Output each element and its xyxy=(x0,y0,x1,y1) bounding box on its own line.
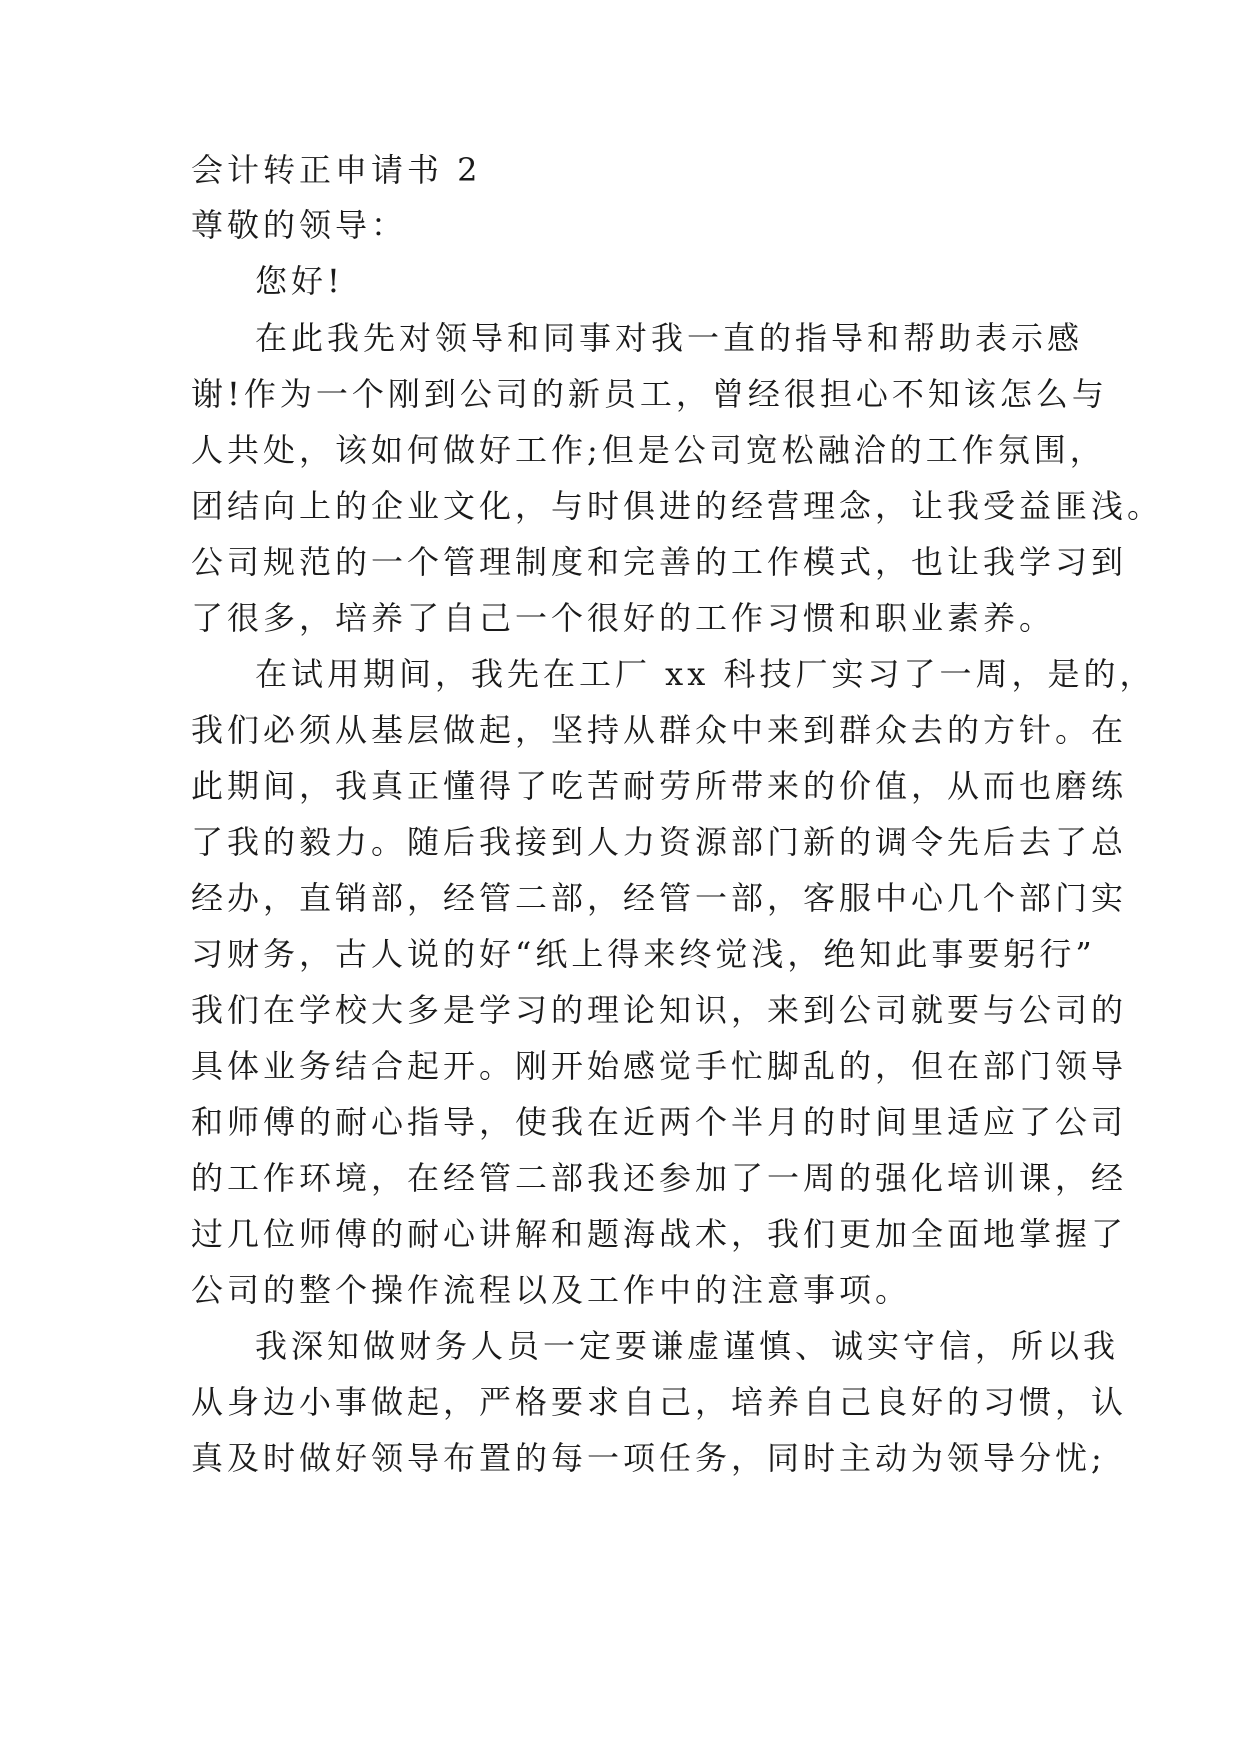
paragraph-line: 真及时做好领导布置的每一项任务，同时主动为领导分忧; xyxy=(191,1439,1106,1477)
paragraph-line: 人共处，该如何做好工作;但是公司宽松融洽的工作氛围， xyxy=(191,431,1106,469)
paragraph-line: 我深知做财务人员一定要谦虚谨慎、诚实守信，所以我 xyxy=(255,1327,1120,1365)
paragraph-line: 在试用期间，我先在工厂 xx 科技厂实习了一周，是的， xyxy=(255,655,1156,693)
salutation: 尊敬的领导： xyxy=(191,206,408,244)
paragraph-line: 习财务，古人说的好“纸上得来终觉浅，绝知此事要躬行” xyxy=(191,935,1096,973)
paragraph-line: 我们必须从基层做起，坚持从群众中来到群众去的方针。在 xyxy=(191,711,1128,749)
paragraph-line: 过几位师傅的耐心讲解和题海战术，我们更加全面地掌握了 xyxy=(191,1215,1128,1253)
paragraph-line: 此期间，我真正懂得了吃苦耐劳所带来的价值，从而也磨练 xyxy=(191,767,1128,805)
paragraph-line: 具体业务结合起开。刚开始感觉手忙脚乱的，但在部门领导 xyxy=(191,1047,1128,1085)
paragraph-line: 从身边小事做起，严格要求自己，培养自己良好的习惯，认 xyxy=(191,1383,1128,1421)
paragraph-line: 团结向上的企业文化，与时俱进的经营理念，让我受益匪浅。 xyxy=(191,487,1164,525)
paragraph-line: 了很多，培养了自己一个很好的工作习惯和职业素养。 xyxy=(191,599,1056,637)
paragraph-line: 的工作环境，在经管二部我还参加了一周的强化培训课，经 xyxy=(191,1159,1128,1197)
document-title: 会计转正申请书 2 xyxy=(191,151,482,189)
paragraph-line: 谢!作为一个刚到公司的新员工，曾经很担心不知该怎么与 xyxy=(191,375,1108,413)
paragraph-line: 经办，直销部，经管二部，经管一部，客服中心几个部门实 xyxy=(191,879,1128,917)
paragraph-line: 我们在学校大多是学习的理论知识，来到公司就要与公司的 xyxy=(191,991,1128,1029)
paragraph-line: 了我的毅力。随后我接到人力资源部门新的调令先后去了总 xyxy=(191,823,1128,861)
paragraph-line: 公司的整个操作流程以及工作中的注意事项。 xyxy=(191,1271,912,1309)
greeting: 您好! xyxy=(255,262,344,300)
paragraph-line: 在此我先对领导和同事对我一直的指导和帮助表示感 xyxy=(255,319,1084,357)
paragraph-line: 和师傅的耐心指导，使我在近两个半月的时间里适应了公司 xyxy=(191,1103,1128,1141)
paragraph-line: 公司规范的一个管理制度和完善的工作模式，也让我学习到 xyxy=(191,543,1128,581)
